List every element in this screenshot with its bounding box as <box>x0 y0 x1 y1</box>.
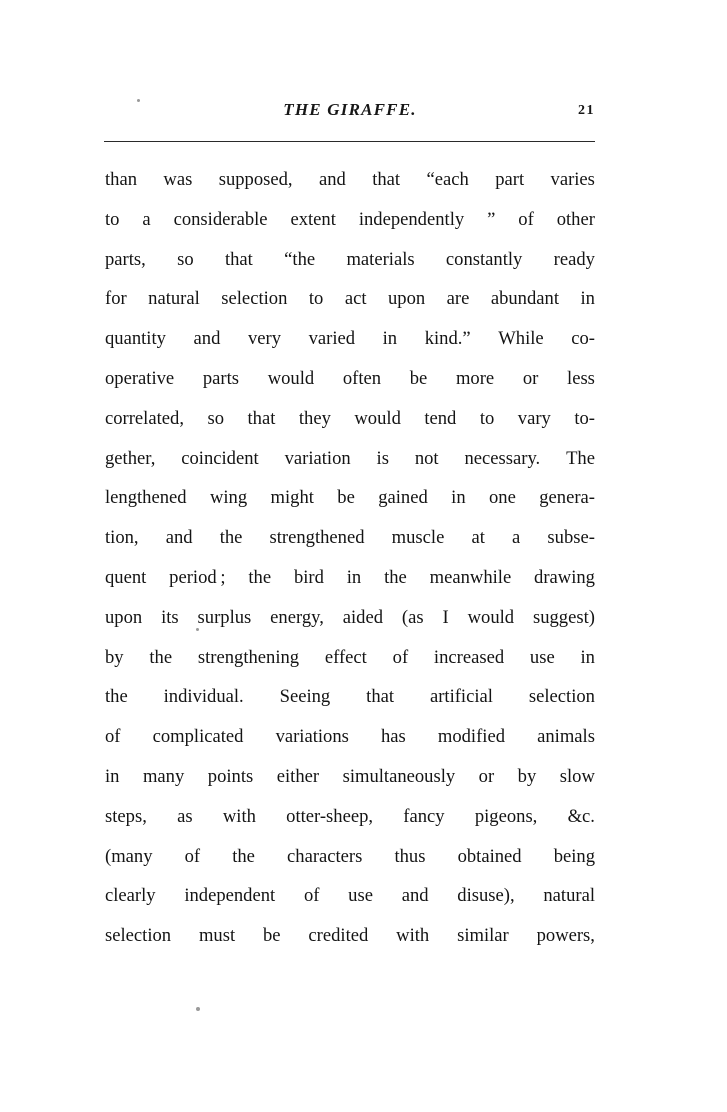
word: varies <box>550 169 595 190</box>
word: the <box>149 646 173 668</box>
word: the <box>384 566 407 588</box>
word: independent <box>184 885 276 907</box>
word: in <box>382 328 398 350</box>
word: would <box>267 367 315 389</box>
word: “each <box>426 169 469 190</box>
word: often <box>342 367 382 389</box>
word: natural <box>148 288 200 310</box>
word: surplus <box>197 606 252 628</box>
running-title: THE GIRAFFE. <box>283 100 417 119</box>
text-line-inner <box>105 518 595 558</box>
text-line <box>105 478 595 518</box>
word: in <box>580 646 595 668</box>
word: vary <box>517 407 551 429</box>
word: ready <box>553 248 595 270</box>
word: at <box>471 527 485 549</box>
word: by <box>105 646 124 668</box>
word: animals <box>537 726 595 748</box>
word: natural <box>543 885 595 907</box>
text-line-inner <box>105 797 595 837</box>
word: that <box>372 169 401 190</box>
word: would <box>354 407 401 429</box>
word: in <box>451 487 466 509</box>
word: points <box>207 765 254 787</box>
word: drawing <box>534 566 595 588</box>
word: and <box>165 527 193 549</box>
word: less <box>567 367 595 389</box>
word: gether, <box>105 447 156 469</box>
text-line-inner <box>105 319 595 359</box>
word: supposed, <box>218 169 293 190</box>
word: being <box>553 845 595 867</box>
word: more <box>455 367 495 389</box>
header-rule <box>104 141 595 142</box>
word: variations <box>275 726 349 748</box>
word: credited <box>308 925 369 947</box>
text-line-inner <box>105 200 595 240</box>
text-line <box>105 439 595 479</box>
word: The <box>566 447 595 469</box>
word: one <box>489 487 516 509</box>
word: disuse), <box>457 885 515 907</box>
text-line-inner <box>105 677 595 717</box>
word: kind.” <box>424 328 471 350</box>
text-line <box>105 797 595 837</box>
word: as <box>177 805 193 827</box>
word: and <box>401 885 429 907</box>
word: period ; <box>169 566 226 588</box>
word: gained <box>378 487 428 509</box>
word: and <box>318 169 346 190</box>
word: than <box>105 169 138 190</box>
word: individual. <box>163 686 244 708</box>
word: selection <box>221 288 288 310</box>
word: clearly <box>105 885 156 907</box>
word: that <box>247 407 276 429</box>
text-line <box>105 359 595 399</box>
text-line <box>105 279 595 319</box>
word: in <box>105 765 120 787</box>
word: subse- <box>547 527 595 549</box>
text-line-inner <box>105 399 595 439</box>
word: coincident <box>181 447 259 469</box>
word: is <box>376 447 389 469</box>
word: Seeing <box>279 686 331 708</box>
word: fancy <box>403 805 445 827</box>
word: modified <box>437 726 506 748</box>
body-text <box>105 160 595 956</box>
word: the <box>105 686 128 708</box>
word: of <box>392 646 409 668</box>
paper-speck <box>196 628 199 631</box>
word: thus <box>394 845 426 867</box>
word: of <box>105 726 121 748</box>
text-line-inner <box>105 717 595 757</box>
word: by <box>517 765 537 787</box>
word: be <box>337 487 355 509</box>
word: necessary. <box>464 447 541 469</box>
word: or <box>478 765 495 787</box>
word: part <box>495 169 525 190</box>
text-line <box>105 200 595 240</box>
word: a <box>512 527 521 549</box>
word: selection <box>105 925 172 947</box>
text-line <box>105 160 595 200</box>
word: with <box>222 805 256 827</box>
word: tion, <box>105 527 139 549</box>
word: aided <box>342 606 384 628</box>
word: otter-sheep, <box>286 805 374 827</box>
word: meanwhile <box>429 566 512 588</box>
word: would <box>467 606 515 628</box>
text-line-inner <box>105 916 595 956</box>
word: effect <box>324 646 367 668</box>
word: lengthened <box>105 487 187 509</box>
word: operative <box>105 367 175 389</box>
word: the <box>248 566 272 588</box>
text-line <box>105 837 595 877</box>
word: with <box>396 925 430 947</box>
text-line <box>105 518 595 558</box>
word: selection <box>528 686 595 708</box>
word: or <box>522 367 539 389</box>
word: (as <box>401 606 424 628</box>
word: artificial <box>429 686 493 708</box>
word: other <box>556 208 595 230</box>
word: ” <box>487 208 496 230</box>
text-line-inner <box>105 439 595 479</box>
word: constantly <box>445 248 523 270</box>
word: powers, <box>536 925 595 947</box>
word: (many <box>105 845 153 867</box>
word: parts, <box>105 248 146 270</box>
word: not <box>414 447 439 469</box>
word: suggest) <box>532 606 595 628</box>
word: genera- <box>539 487 595 509</box>
word: upon <box>387 288 426 310</box>
word: use <box>529 646 555 668</box>
word: are <box>446 288 470 310</box>
text-line <box>105 240 595 280</box>
word: that <box>366 686 395 708</box>
word: its <box>161 606 179 628</box>
word: obtained <box>457 845 522 867</box>
word: that <box>224 248 253 270</box>
word: to <box>105 208 120 230</box>
word: steps, <box>105 805 147 827</box>
paper-speck <box>137 99 140 102</box>
word: strengthening <box>197 646 300 668</box>
text-line-inner <box>105 359 595 399</box>
word: very <box>247 328 282 350</box>
word: either <box>276 765 320 787</box>
word: muscle <box>391 527 445 549</box>
word: be <box>409 367 428 389</box>
word: might <box>270 487 314 509</box>
paper-speck <box>196 1007 200 1011</box>
text-line-inner <box>105 876 595 916</box>
word: so <box>207 407 225 429</box>
word: co- <box>571 328 595 350</box>
word: materials <box>346 248 415 270</box>
word: for <box>105 288 127 310</box>
text-line-inner <box>105 757 595 797</box>
word: act <box>344 288 367 310</box>
word: correlated, <box>105 407 184 429</box>
word: use <box>348 885 373 907</box>
word: of <box>184 845 201 867</box>
word: parts <box>202 367 240 389</box>
word: the <box>232 845 255 867</box>
word: increased <box>433 646 505 668</box>
word: in <box>346 566 362 588</box>
word: characters <box>287 845 363 867</box>
word: slow <box>559 765 595 787</box>
word: While <box>498 328 544 350</box>
word: be <box>262 925 281 947</box>
word: energy, <box>270 606 324 628</box>
text-line-inner <box>105 558 595 598</box>
word: pigeons, <box>474 805 538 827</box>
word: wing <box>209 487 248 509</box>
word: to <box>479 407 495 429</box>
word: bird <box>293 566 324 588</box>
word: a <box>142 208 151 230</box>
word: quantity <box>105 328 166 350</box>
word: to- <box>574 407 595 429</box>
word: so <box>177 248 194 270</box>
word: abundant <box>490 288 559 310</box>
text-line <box>105 717 595 757</box>
word: “the <box>284 248 316 270</box>
word: extent <box>290 208 336 230</box>
word: was <box>163 169 193 190</box>
word: they <box>298 407 331 429</box>
word: considerable <box>173 208 268 230</box>
text-line <box>105 916 595 956</box>
word: I <box>442 606 449 628</box>
text-line-inner <box>105 240 595 280</box>
word: and <box>193 328 221 350</box>
word: simultaneously <box>342 765 456 787</box>
text-line-inner <box>105 478 595 518</box>
word: quent <box>105 566 147 588</box>
text-line <box>105 677 595 717</box>
word: many <box>142 765 185 787</box>
page-number: 21 <box>578 103 595 118</box>
text-line <box>105 757 595 797</box>
text-line-inner <box>105 279 595 319</box>
text-line-inner <box>105 160 595 200</box>
word: variation <box>284 447 351 469</box>
word: &c. <box>567 805 595 827</box>
text-line-inner <box>105 638 595 678</box>
text-line <box>105 638 595 678</box>
word: upon <box>105 606 143 628</box>
text-line <box>105 319 595 359</box>
text-line-inner <box>105 598 595 638</box>
word: of <box>518 208 534 230</box>
word: to <box>308 288 324 310</box>
text-line <box>105 558 595 598</box>
text-line-inner <box>105 837 595 877</box>
word: the <box>219 527 243 549</box>
word: must <box>198 925 236 947</box>
word: complicated <box>152 726 244 748</box>
page-header <box>105 100 595 130</box>
word: has <box>380 726 406 748</box>
text-line <box>105 399 595 439</box>
word: in <box>580 288 595 310</box>
word: tend <box>424 407 457 429</box>
word: independently <box>358 208 465 230</box>
text-line <box>105 598 595 638</box>
word: of <box>303 885 320 907</box>
word: varied <box>308 328 356 350</box>
text-line <box>105 876 595 916</box>
word: strengthened <box>269 527 365 549</box>
word: similar <box>457 925 509 947</box>
